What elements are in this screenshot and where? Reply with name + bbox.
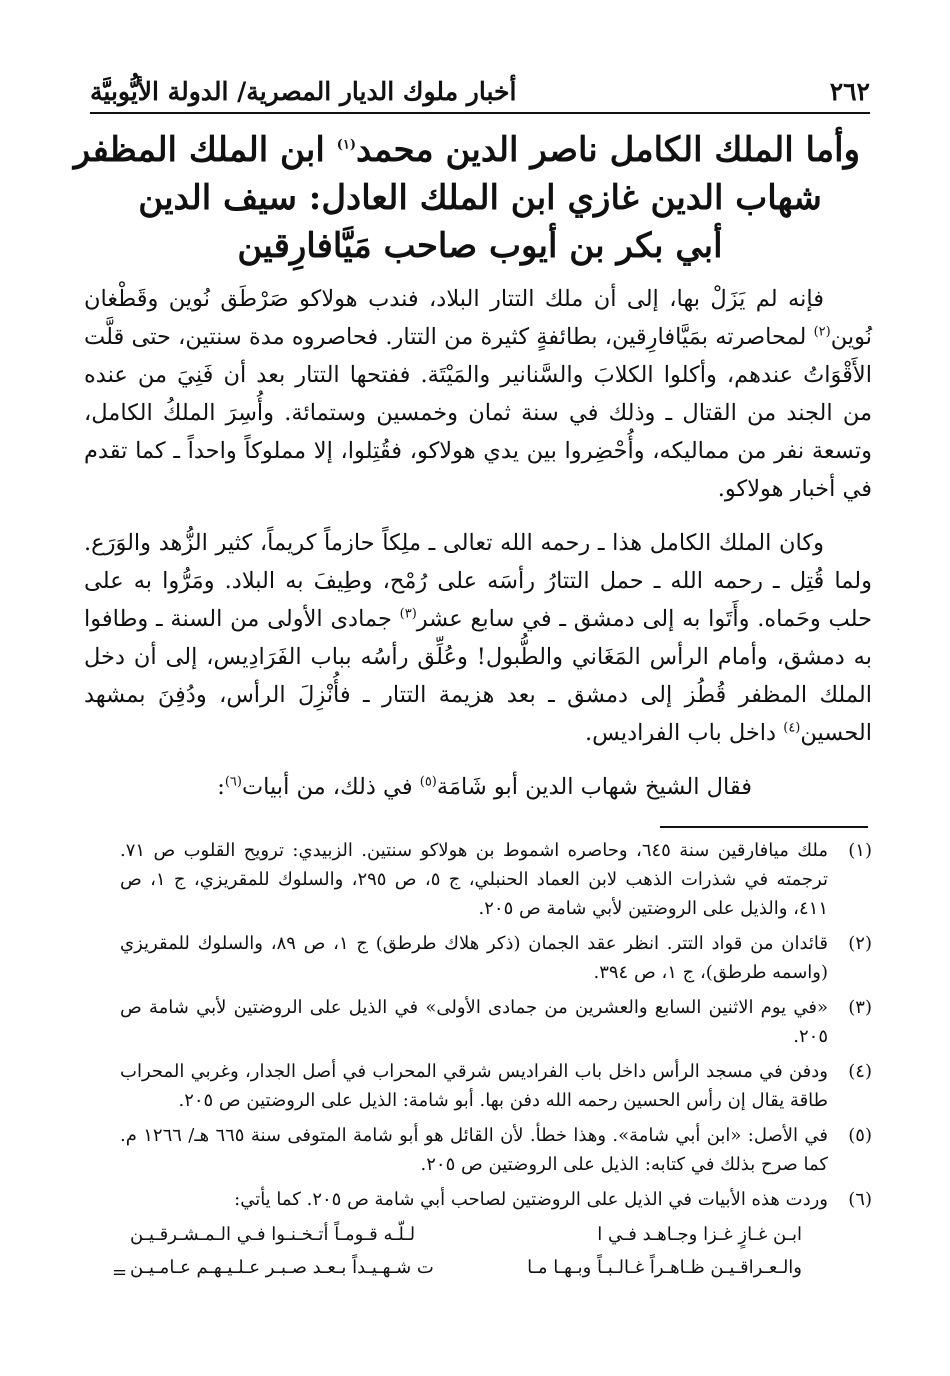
running-head (90, 62, 870, 106)
section-title-line-2: شهاب الدين غازي ابن الملك العادل: سيف الدين (138, 178, 822, 218)
footnote-text: ودفن في مسجد الرأس داخل باب الفراديس شرقي المحراب في أصل الجدار، وغربي المحراب طاقة يقال إن رأس الحسين رحمه الله دفن بها. أبو شامة: الذيل على الروضتين ص ٢٠٥. (120, 1061, 828, 1111)
footnote-ref-1: (١) (336, 137, 356, 153)
footnote (120, 929, 872, 987)
footnote-text: قائدان من قواد التتر. انظر عقد الجمان (ذكر هلاك طرطق) ج ١، ص ٨٩، والسلوك للمقريزي (واسمه طرطق)، ج ١، ص ٣٩٤. (120, 933, 829, 983)
verse-line (130, 1253, 802, 1282)
footnote (120, 993, 872, 1051)
verse-line (130, 1220, 802, 1249)
footnote-text: وردت هذه الأبيات في الذيل على الروضتين لصاحب أبي شامة ص ٢٠٥. كما يأتي: (234, 1189, 828, 1210)
paragraph-3: فقال الشيخ شهاب الدين أبو شَامَة$^{(٥)}$ في ذلك، من أبيات$^{(٦)}$: (217, 774, 752, 800)
footnote-number: (٣) (848, 997, 872, 1018)
body-text (84, 280, 872, 822)
footnote-text: في الأصل: «ابن أبي شامة». وهذا خطأ. لأن القائل هو أبو شامة المتوفى سنة ٦٦٥ هـ/ ١٢٦٦ م. كما صرح بذلك في كتابه: الذيل على الروضتين ص ٢٠٥. (120, 1125, 829, 1175)
footnote (120, 1121, 872, 1179)
footnote-text: ملك ميافارقين سنة ٦٤٥، وحاصره اشموط بن هولاكو سنتين. الزبيدي: ترويح القلوب ص ٧١. ترجمته في شذرات الذهب لابن العماد الحنبلي، ج ٥، ص ٢٩٥، والسلوك للمقريزي، ج ١، ص ٤١١، والذيل على الروضتين لأبي شامة ص ٢٠٥. (120, 840, 828, 919)
footnote-ref-6: (٦) (224, 774, 242, 790)
footnote-text: «في يوم الاثنين السابع والعشرين من جمادى الأولى» في الذيل على الروضتين لأبي شامة ص ٢٠٥. (120, 997, 828, 1047)
hemistich-right: ابـن غـازٍ غـزا وجـاهـد فـي ا (597, 1224, 802, 1245)
footnotes (120, 836, 872, 1282)
paragraph-2: وكان الملك الكامل هذا ـ رحمه الله تعالى ـ ملِكاً حازماً كريماً، كثير الزُّهد والوَرَع. ولما قُتِل ـ رحمه الله ـ حمل التتارُ رأسَه على رُمْح، وطِيفَ به البلاد. ومَرُّوا به على حلب وحَماه. وأَتَوا به إلى دمشق ـ في سابع عشر$^{(٣)}$ جمادى الأولى من السنة ـ وطافوا به دمشق، وأمام الرأس المَغَاني والطُّبول! وعُلِّق رأسُه بباب الفَرَادِيس، إلى أن دخل الملك المظفر قُطُز إلى دمشق ـ بعد هزيمة التتار ـ فأُنْزِلَ الرأس، ودُفِنَ بمشهد الحسين$^{(٤)}$ داخل باب الفراديس. (84, 530, 872, 746)
footnote (120, 1185, 872, 1214)
continuation-mark: = (112, 1262, 128, 1283)
header-rule (90, 112, 870, 114)
section-title (73, 126, 860, 270)
hemistich-right: والـعـراقـيـن ظـاهـراً غـالـبـاً وبـهـا مـا (527, 1257, 802, 1278)
running-title: أخبار ملوك الديار المصرية/ الدولة الأيُّوبيَّة (90, 77, 517, 106)
paragraph-1: فإنه لم يَزَلْ بها، إلى أن ملك التتار البلاد، فندب هولاكو صَرْطَق نُوين وقَطْغان نُوين$^{(٢)}$ لمحاصرته بمَيَّافارِقين، بطائفةٍ كثيرة من التتار. فحاصروه مدة سنتين، حتى قلَّت الأَقْوَاتُ عندهم، وأكلوا الكلابَ والسَّنانير والمَيْتَة. ففتحها التتار بعد أن فَنِيَ من عنده من الجند من القتال ـ وذلك في سنة ثمان وخمسين وستمائة. وأُسِرَ الملكُ الكامل، وتسعة نفر من مماليكه، وأُحْضِروا بين يدي هولاكو، فقُتِلوا، إلا مملوكاً واحداً ـ كما تقدم في أخبار هولاكو. (84, 286, 872, 502)
footnote-number: (١) (848, 840, 872, 861)
section-title-line-1: وأما الملك الكامل ناصر الدين محمد$^{(١)}$ ابن الملك المظفر (73, 130, 860, 170)
hemistich-left: لـلّـه قـومـاً أتـخـنـوا فـي الـمـشـرقـيـن (130, 1224, 416, 1245)
page-number: ٢٦٢ (829, 77, 870, 106)
footnote-number: (٦) (848, 1189, 872, 1210)
footnote-ref-3: (٣) (399, 606, 417, 622)
footnote-number: (٤) (848, 1061, 872, 1082)
hemistich-left: ت شـهـيـداً بـعـد صـبـر عـلـيـهـم عـامـيـن (130, 1257, 434, 1278)
footnote-ref-2: (٢) (813, 324, 831, 340)
verse-block (120, 1220, 872, 1282)
footnote-number: (٢) (848, 933, 872, 954)
footnote (120, 836, 872, 923)
footnote-rule (660, 826, 868, 828)
footnote-number: (٥) (848, 1125, 872, 1146)
footnote (120, 1057, 872, 1115)
footnote-ref-5: (٥) (419, 774, 437, 790)
section-title-line-3: أبي بكر بن أيوب صاحب مَيَّافارِقين (237, 226, 723, 266)
footnote-ref-4: (٤) (783, 720, 801, 736)
